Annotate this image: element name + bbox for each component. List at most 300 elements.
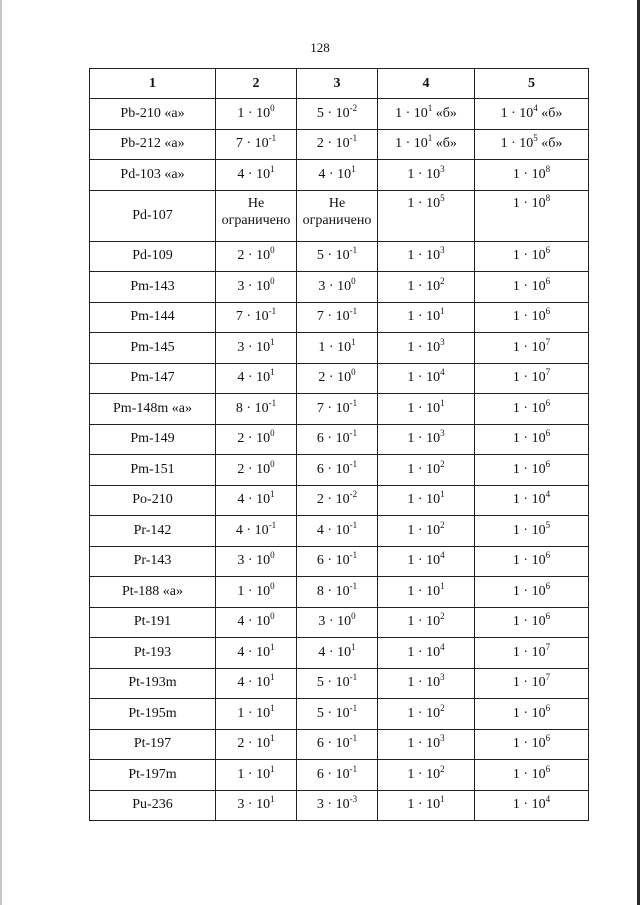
scientific-value: $8 \cdot 10^{-1}$ xyxy=(316,580,358,599)
table-row xyxy=(90,577,589,608)
mantissa: 6 xyxy=(316,766,324,782)
value-cell-c5 xyxy=(475,363,589,394)
mantissa: 4 xyxy=(318,644,326,660)
scientific-value: $1 \cdot 10^4$ xyxy=(512,489,551,508)
mantissa: 4 xyxy=(237,644,245,660)
scientific-value: $6 \cdot 10^{-1}$ xyxy=(316,458,358,477)
mantissa: 4 xyxy=(318,166,326,182)
exponent: 1 xyxy=(270,489,275,500)
exponent: 0 xyxy=(270,458,275,469)
table-row xyxy=(90,363,589,394)
value-cell-c2 xyxy=(216,546,297,577)
value-cell-c3 xyxy=(297,668,378,699)
value-cell-c2 xyxy=(216,455,297,486)
mantissa: 1 xyxy=(407,431,415,447)
column-header-5: 5 xyxy=(475,69,589,99)
value-cell-c4 xyxy=(378,333,475,364)
exponent: 1 xyxy=(427,102,433,113)
scientific-value: $1 \cdot 10^6$ xyxy=(512,245,551,264)
mantissa: 3 xyxy=(318,278,326,294)
mantissa: 1 xyxy=(512,522,520,538)
value-cell-c2 xyxy=(216,241,297,272)
mantissa: 4 xyxy=(316,522,324,538)
exponent: 6 xyxy=(545,306,551,317)
exponent: 3 xyxy=(440,336,445,347)
value-cell-c2 xyxy=(216,760,297,791)
table-row xyxy=(90,485,589,516)
unlimited-text: ограничено xyxy=(221,212,291,228)
value-cell-c2 xyxy=(216,699,297,730)
mantissa: 1 xyxy=(407,522,415,538)
scientific-value: $7 \cdot 10^{-1}$ xyxy=(235,133,277,152)
nuclide-cell: Pm-149 xyxy=(90,424,216,455)
nuclide-cell: Pm-145 xyxy=(90,333,216,364)
value-cell-c4 xyxy=(378,760,475,791)
mantissa: 1 xyxy=(407,278,415,294)
value-cell-c2 xyxy=(216,790,297,821)
scientific-value: $6 \cdot 10^{-1}$ xyxy=(316,428,358,447)
mantissa: 1 xyxy=(512,492,520,508)
mantissa: 4 xyxy=(237,675,245,691)
scientific-value: $6 \cdot 10^{-1}$ xyxy=(316,733,358,752)
mantissa: 1 xyxy=(237,766,245,782)
exponent: 6 xyxy=(545,458,551,469)
exponent: 1 xyxy=(440,794,445,805)
scientific-value: $2 \cdot 10^{-2}$ xyxy=(316,489,358,508)
scientific-value: $1 \cdot 10^1$ «б» xyxy=(395,102,457,121)
value-cell-c5 xyxy=(475,485,589,516)
mantissa: 1 xyxy=(407,583,415,599)
mantissa: 1 xyxy=(512,705,520,721)
exponent: 2 xyxy=(440,763,445,774)
table-row xyxy=(90,638,589,669)
exponent: 8 xyxy=(545,163,551,174)
exponent: -1 xyxy=(349,306,358,317)
exponent: 4 xyxy=(440,367,445,378)
scientific-value: $4 \cdot 10^{-1}$ xyxy=(316,519,358,538)
scientific-value: $1 \cdot 10^7$ xyxy=(512,641,551,660)
exponent: 1 xyxy=(270,672,275,683)
value-cell-c3 xyxy=(297,729,378,760)
nuclide-cell: Pb-210 «а» xyxy=(90,99,216,130)
value-cell-c2 xyxy=(216,190,297,241)
mantissa: 1 xyxy=(512,583,520,599)
exponent: 2 xyxy=(440,519,445,530)
mantissa: 6 xyxy=(316,461,324,477)
mantissa: 1 xyxy=(512,614,520,630)
scientific-value: $4 \cdot 10^1$ xyxy=(318,163,356,182)
exponent: 3 xyxy=(440,163,445,174)
scientific-value: $4 \cdot 10^{-1}$ xyxy=(235,519,277,538)
nuclide-cell: Pt-195m xyxy=(90,699,216,730)
nuclide-cell: Pr-142 xyxy=(90,516,216,547)
mantissa: 4 xyxy=(237,614,245,630)
value-cell-c4 xyxy=(378,546,475,577)
exponent: 6 xyxy=(545,580,551,591)
value-cell-c5 xyxy=(475,99,589,130)
mantissa: 2 xyxy=(237,461,245,477)
value-cell-c3 xyxy=(297,485,378,516)
exponent: 6 xyxy=(545,397,551,408)
exponent: -1 xyxy=(349,133,358,144)
exponent: 0 xyxy=(351,367,356,378)
value-cell-c5 xyxy=(475,394,589,425)
exponent: 6 xyxy=(545,763,551,774)
value-cell-c4 xyxy=(378,424,475,455)
nuclide-cell: Pr-143 xyxy=(90,546,216,577)
value-cell-c5 xyxy=(475,516,589,547)
value-cell-c5 xyxy=(475,129,589,160)
scientific-value: $2 \cdot 10^0$ xyxy=(237,458,275,477)
mantissa: 2 xyxy=(318,370,326,386)
table-row xyxy=(90,302,589,333)
scientific-value: $1 \cdot 10^8$ xyxy=(512,192,551,211)
scientific-value: $4 \cdot 10^1$ xyxy=(237,641,275,660)
exponent: 3 xyxy=(440,733,445,744)
exponent: 1 xyxy=(351,641,356,652)
scientific-value: $6 \cdot 10^{-1}$ xyxy=(316,763,358,782)
nuclide-cell: Pm-143 xyxy=(90,272,216,303)
scientific-value: $1 \cdot 10^7$ xyxy=(512,672,551,691)
value-cell-c3 xyxy=(297,241,378,272)
column-header-4: 4 xyxy=(378,69,475,99)
scientific-value: $5 \cdot 10^{-1}$ xyxy=(316,702,358,721)
scientific-value: $5 \cdot 10^{-1}$ xyxy=(316,245,358,264)
value-cell-c2 xyxy=(216,485,297,516)
exponent: 5 xyxy=(545,519,551,530)
scientific-value: $3 \cdot 10^1$ xyxy=(237,336,275,355)
value-cell-c3 xyxy=(297,333,378,364)
mantissa: 8 xyxy=(316,583,324,599)
value-cell-c5 xyxy=(475,638,589,669)
scientific-value: $1 \cdot 10^1$ xyxy=(318,336,356,355)
value-cell-c5 xyxy=(475,302,589,333)
value-cell-c3 xyxy=(297,699,378,730)
scientific-value: $2 \cdot 10^0$ xyxy=(237,428,275,447)
exponent: 6 xyxy=(545,611,551,622)
exponent: 7 xyxy=(545,641,551,652)
value-cell-c3 xyxy=(297,272,378,303)
scientific-value: $1 \cdot 10^6$ xyxy=(512,763,551,782)
value-cell-c3 xyxy=(297,160,378,191)
value-cell-c2 xyxy=(216,729,297,760)
exponent: 2 xyxy=(440,702,445,713)
mantissa: 3 xyxy=(237,553,245,569)
exponent: -2 xyxy=(349,102,358,113)
exponent: 4 xyxy=(440,550,445,561)
exponent: 1 xyxy=(440,489,445,500)
mantissa: 7 xyxy=(316,309,324,325)
column-header-3: 3 xyxy=(297,69,378,99)
mantissa: 1 xyxy=(318,339,326,355)
footnote-mark: «б» xyxy=(432,105,457,121)
nuclide-cell: Pt-197m xyxy=(90,760,216,791)
exponent: -1 xyxy=(268,306,277,317)
value-cell-c3 xyxy=(297,129,378,160)
scientific-value: $7 \cdot 10^{-1}$ xyxy=(316,306,358,325)
value-cell-c2 xyxy=(216,638,297,669)
nuclide-cell: Pt-188 «а» xyxy=(90,577,216,608)
mantissa: 1 xyxy=(407,492,415,508)
mantissa: 1 xyxy=(237,105,245,121)
exponent: 4 xyxy=(440,641,445,652)
mantissa: 1 xyxy=(407,553,415,569)
value-cell-c2 xyxy=(216,394,297,425)
exponent: -1 xyxy=(349,458,358,469)
scientific-value: $1 \cdot 10^1$ xyxy=(237,702,275,721)
scientific-value: $3 \cdot 10^0$ xyxy=(318,611,356,630)
footnote-mark: «б» xyxy=(537,105,563,121)
mantissa: 3 xyxy=(237,339,245,355)
value-cell-c5 xyxy=(475,424,589,455)
nuclide-cell: Pb-212 «а» xyxy=(90,129,216,160)
exponent: 6 xyxy=(545,733,551,744)
value-cell-c4 xyxy=(378,272,475,303)
exponent: 6 xyxy=(545,702,551,713)
exponent: 3 xyxy=(440,428,445,439)
scientific-value: $1 \cdot 10^2$ xyxy=(407,458,445,477)
value-cell-c3 xyxy=(297,424,378,455)
scientific-value: $1 \cdot 10^2$ xyxy=(407,763,445,782)
mantissa: 6 xyxy=(316,431,324,447)
mantissa: 1 xyxy=(512,675,520,691)
scientific-value: $7 \cdot 10^{-1}$ xyxy=(235,306,277,325)
table-row xyxy=(90,241,589,272)
value-cell-c4 xyxy=(378,363,475,394)
exponent: 8 xyxy=(545,192,551,203)
value-cell-c3 xyxy=(297,455,378,486)
mantissa: 1 xyxy=(512,766,520,782)
scientific-value: $1 \cdot 10^6$ xyxy=(512,611,551,630)
mantissa: 1 xyxy=(407,400,415,416)
exponent: 1 xyxy=(440,397,445,408)
exponent: 4 xyxy=(545,794,551,805)
exponent: 0 xyxy=(270,245,275,256)
mantissa: 1 xyxy=(512,166,520,182)
table-header-row xyxy=(90,69,589,99)
nuclide-cell: Pt-197 xyxy=(90,729,216,760)
mantissa: 5 xyxy=(316,675,324,691)
value-cell-c2 xyxy=(216,668,297,699)
value-cell-c5 xyxy=(475,455,589,486)
nuclide-cell: Pm-151 xyxy=(90,455,216,486)
unlimited-text: ограничено xyxy=(302,212,372,228)
value-cell-c3 xyxy=(297,760,378,791)
mantissa: 1 xyxy=(407,736,415,752)
nuclide-cell: Pd-107 xyxy=(90,190,216,241)
table-row xyxy=(90,760,589,791)
exponent: 5 xyxy=(533,133,538,144)
exponent: -1 xyxy=(268,397,277,408)
scientific-value: $4 \cdot 10^1$ xyxy=(237,489,275,508)
scientific-value: $1 \cdot 10^1$ xyxy=(407,580,445,599)
footnote-mark: «б» xyxy=(432,136,457,152)
mantissa: 1 xyxy=(395,105,403,121)
scientific-value: $8 \cdot 10^{-1}$ xyxy=(235,397,277,416)
exponent: -1 xyxy=(349,733,358,744)
exponent: 1 xyxy=(351,163,356,174)
nuclide-cell: Pt-193 xyxy=(90,638,216,669)
scientific-value: $1 \cdot 10^7$ xyxy=(512,336,551,355)
scientific-value: $1 \cdot 10^1$ xyxy=(407,306,445,325)
exponent: 1 xyxy=(270,763,275,774)
scientific-value: $4 \cdot 10^1$ xyxy=(237,163,275,182)
scientific-value: $2 \cdot 10^{-1}$ xyxy=(316,133,358,152)
mantissa: 1 xyxy=(500,136,508,152)
exponent: -2 xyxy=(349,489,358,500)
table-row xyxy=(90,394,589,425)
exponent: 0 xyxy=(270,611,275,622)
value-cell-c4 xyxy=(378,577,475,608)
exponent: -1 xyxy=(349,550,358,561)
mantissa: 3 xyxy=(237,797,245,813)
exponent: 3 xyxy=(440,245,445,256)
mantissa: 1 xyxy=(407,705,415,721)
nuclide-cell: Pt-191 xyxy=(90,607,216,638)
scientific-value: $3 \cdot 10^0$ xyxy=(318,275,356,294)
table-row xyxy=(90,129,589,160)
nuclide-cell: Pd-109 xyxy=(90,241,216,272)
mantissa: 1 xyxy=(512,278,520,294)
mantissa: 1 xyxy=(512,736,520,752)
value-cell-c4 xyxy=(378,516,475,547)
mantissa: 7 xyxy=(316,400,324,416)
scientific-value: $4 \cdot 10^0$ xyxy=(237,611,275,630)
exponent: 6 xyxy=(545,275,551,286)
mantissa: 6 xyxy=(316,736,324,752)
page-number: 128 xyxy=(310,40,330,55)
value-cell-c4 xyxy=(378,99,475,130)
mantissa: 1 xyxy=(395,136,403,152)
unlimited-text: Не xyxy=(247,195,265,211)
scientific-value: $1 \cdot 10^6$ xyxy=(512,550,551,569)
table-row xyxy=(90,424,589,455)
mantissa: 1 xyxy=(407,370,415,386)
table-row xyxy=(90,699,589,730)
exponent: 0 xyxy=(351,275,356,286)
value-cell-c2 xyxy=(216,99,297,130)
scientific-value: $1 \cdot 10^6$ xyxy=(512,306,551,325)
mantissa: 1 xyxy=(407,797,415,813)
table-row xyxy=(90,790,589,821)
mantissa: 1 xyxy=(237,705,245,721)
mantissa: 6 xyxy=(316,553,324,569)
column-header-2: 2 xyxy=(216,69,297,99)
scientific-value: $1 \cdot 10^1$ xyxy=(407,489,445,508)
value-cell-c3 xyxy=(297,516,378,547)
exponent: 1 xyxy=(270,163,275,174)
scientific-value: $1 \cdot 10^2$ xyxy=(407,519,445,538)
scientific-value: $1 \cdot 10^6$ xyxy=(512,428,551,447)
value-cell-c5 xyxy=(475,272,589,303)
value-cell-c2 xyxy=(216,272,297,303)
mantissa: 1 xyxy=(512,309,520,325)
value-cell-c3 xyxy=(297,546,378,577)
mantissa: 1 xyxy=(407,248,415,264)
value-cell-c4 xyxy=(378,668,475,699)
scientific-value: $1 \cdot 10^5$ xyxy=(512,519,551,538)
value-cell-c2 xyxy=(216,424,297,455)
scientific-value: $2 \cdot 10^0$ xyxy=(318,367,356,386)
exponent: 7 xyxy=(545,672,551,683)
mantissa: 1 xyxy=(407,339,415,355)
scientific-value: $1 \cdot 10^8$ xyxy=(512,163,551,182)
value-cell-c2 xyxy=(216,302,297,333)
scientific-value: $4 \cdot 10^1$ xyxy=(237,672,275,691)
scientific-value: $3 \cdot 10^1$ xyxy=(237,794,275,813)
scientific-value: $1 \cdot 10^6$ xyxy=(512,458,551,477)
scientific-value: $3 \cdot 10^{-3}$ xyxy=(316,794,358,813)
value-cell-c2 xyxy=(216,363,297,394)
exponent: 2 xyxy=(440,275,445,286)
mantissa: 1 xyxy=(500,105,508,121)
scientific-value: $1 \cdot 10^5$ «б» xyxy=(500,133,563,152)
scientific-value: $1 \cdot 10^6$ xyxy=(512,733,551,752)
scientific-value: $1 \cdot 10^4$ xyxy=(407,367,445,386)
nuclide-cell: Pd-103 «а» xyxy=(90,160,216,191)
exponent: 2 xyxy=(440,458,445,469)
mantissa: 2 xyxy=(237,248,245,264)
scientific-value: $1 \cdot 10^1$ xyxy=(237,763,275,782)
value-cell-c2 xyxy=(216,577,297,608)
table-row xyxy=(90,333,589,364)
mantissa: 1 xyxy=(407,195,415,211)
mantissa: 1 xyxy=(512,370,520,386)
exponent: -1 xyxy=(349,428,358,439)
exponent: 1 xyxy=(440,580,445,591)
table-row xyxy=(90,607,589,638)
mantissa: 1 xyxy=(407,644,415,660)
scientific-value: $1 \cdot 10^3$ xyxy=(407,163,445,182)
value-cell-c5 xyxy=(475,699,589,730)
table-row xyxy=(90,729,589,760)
mantissa: 1 xyxy=(407,766,415,782)
scientific-value: $3 \cdot 10^0$ xyxy=(237,550,275,569)
nuclide-cell: Pu-236 xyxy=(90,790,216,821)
scientific-value: $1 \cdot 10^2$ xyxy=(407,702,445,721)
mantissa: 5 xyxy=(316,105,324,121)
mantissa: 4 xyxy=(235,522,243,538)
mantissa: 2 xyxy=(237,431,245,447)
exponent: -1 xyxy=(349,519,358,530)
mantissa: 2 xyxy=(316,136,324,152)
mantissa: 2 xyxy=(316,492,324,508)
exponent: 0 xyxy=(270,550,275,561)
value-cell-c2 xyxy=(216,516,297,547)
table-row xyxy=(90,99,589,130)
exponent: 0 xyxy=(351,611,356,622)
scientific-value: $1 \cdot 10^3$ xyxy=(407,672,445,691)
table-row xyxy=(90,160,589,191)
exponent: 7 xyxy=(545,367,551,378)
scientific-value: $1 \cdot 10^6$ xyxy=(512,702,551,721)
mantissa: 3 xyxy=(237,278,245,294)
mantissa: 1 xyxy=(512,339,520,355)
scientific-value: $1 \cdot 10^0$ xyxy=(237,102,275,121)
value-cell-c4 xyxy=(378,241,475,272)
exponent: 1 xyxy=(270,733,275,744)
value-cell-c5 xyxy=(475,668,589,699)
exponent: 1 xyxy=(351,336,356,347)
scientific-value: $2 \cdot 10^0$ xyxy=(237,245,275,264)
exponent: -1 xyxy=(268,133,277,144)
mantissa: 1 xyxy=(407,166,415,182)
column-header-1: 1 xyxy=(90,69,216,99)
exponent: -1 xyxy=(349,580,358,591)
value-cell-c4 xyxy=(378,160,475,191)
mantissa: 1 xyxy=(512,195,520,211)
scientific-value: $1 \cdot 10^6$ xyxy=(512,580,551,599)
